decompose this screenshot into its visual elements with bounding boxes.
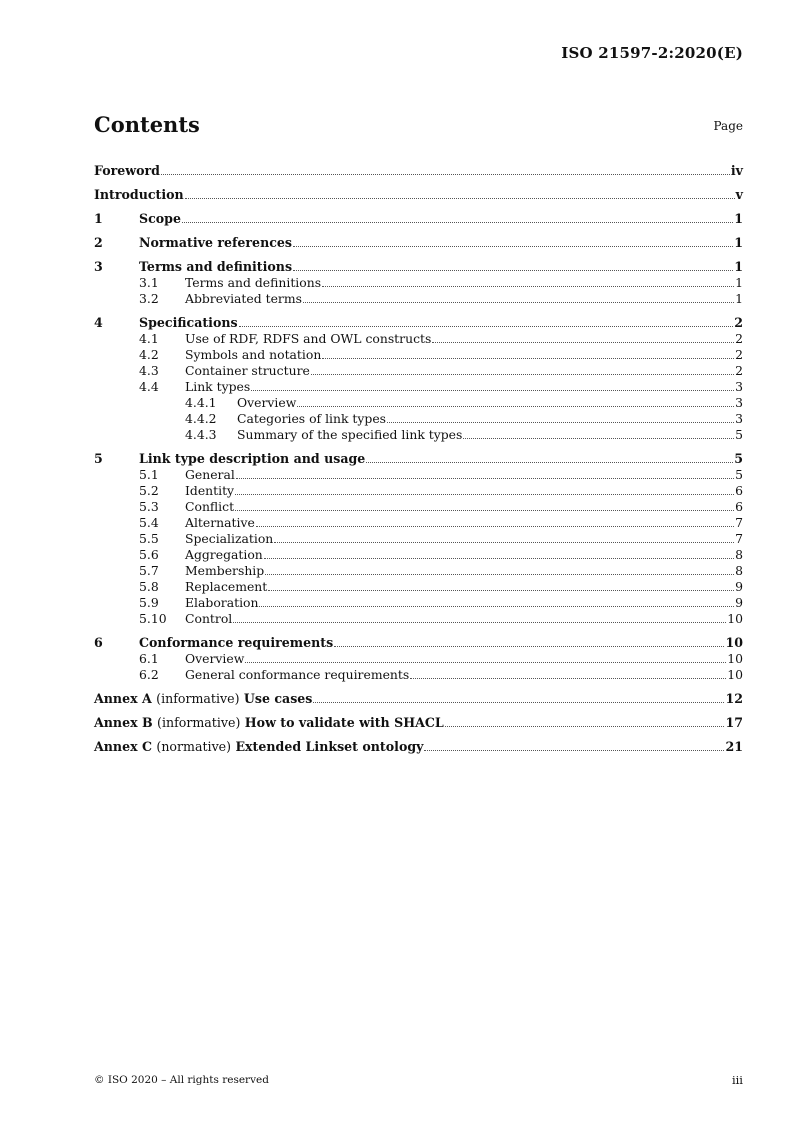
toc-entry-number: 5.4	[139, 515, 159, 530]
annex-label: Annex C	[94, 739, 153, 754]
dot-leader	[313, 702, 724, 703]
toc-entry-page: 1	[734, 211, 743, 226]
toc-entry[interactable]	[94, 515, 743, 531]
toc-entry-page: 9	[735, 595, 743, 610]
toc-entry-title: Foreword	[94, 163, 160, 178]
toc-entry-title: Summary of the specified link types	[237, 427, 463, 442]
toc-entry-title: Abbreviated terms	[185, 291, 302, 306]
toc-entry-title: Scope	[139, 211, 181, 226]
toc-entry-title: Overview	[237, 395, 297, 410]
toc-entry[interactable]	[94, 427, 743, 443]
toc-entry-page: 5	[734, 451, 743, 466]
toc-entry-title	[94, 739, 423, 755]
toc-entry-number: 6	[94, 635, 103, 650]
table-of-contents	[94, 155, 743, 755]
toc-entry-number: 2	[94, 235, 103, 250]
dot-leader	[185, 198, 735, 199]
toc-entry[interactable]	[94, 635, 743, 651]
dot-leader	[256, 526, 734, 527]
toc-entry-number: 5	[94, 451, 103, 466]
toc-entry-page: v	[735, 187, 743, 202]
dot-leader	[182, 222, 733, 223]
toc-entry-number: 4	[94, 315, 103, 330]
annex-status: (informative)	[157, 715, 241, 730]
toc-entry-title: General	[185, 467, 235, 482]
toc-entry-title: Link types	[185, 379, 251, 394]
dot-leader	[235, 494, 734, 495]
toc-entry[interactable]	[94, 531, 743, 547]
toc-entry-title: Overview	[185, 651, 245, 666]
toc-entry-number: 3.1	[139, 275, 159, 290]
toc-entry-title: Specifications	[139, 315, 238, 330]
toc-entry-number: 4.3	[139, 363, 159, 378]
copyright-notice: © ISO 2020 – All rights reserved	[94, 1074, 269, 1086]
toc-entry-number: 4.4.2	[185, 411, 217, 426]
toc-entry[interactable]	[94, 715, 743, 731]
toc-entry-number: 4.4.3	[185, 427, 217, 442]
toc-entry-number: 3.2	[139, 291, 159, 306]
dot-leader	[322, 286, 734, 287]
toc-entry-page: 3	[735, 395, 743, 410]
toc-entry-number: 5.1	[139, 467, 159, 482]
annex-title: How to validate with SHACL	[244, 715, 444, 730]
dot-leader	[424, 750, 724, 751]
toc-entry-page: 2	[735, 347, 743, 362]
toc-entry[interactable]	[94, 379, 743, 395]
toc-entry-page: 7	[735, 515, 743, 530]
toc-entry-title	[94, 715, 444, 731]
dot-leader	[245, 662, 726, 663]
toc-entry[interactable]	[94, 347, 743, 363]
toc-entry[interactable]	[94, 235, 743, 251]
toc-entry-page: 17	[725, 715, 743, 730]
dot-leader	[236, 478, 734, 479]
toc-entry[interactable]	[94, 547, 743, 563]
dot-leader	[161, 174, 730, 175]
toc-entry[interactable]	[94, 611, 743, 627]
toc-entry-page: 8	[735, 547, 743, 562]
toc-entry-title: Aggregation	[185, 547, 263, 562]
toc-entry-title: Link type description and usage	[139, 451, 366, 466]
toc-entry-title: Introduction	[94, 187, 184, 202]
toc-entry-page: 1	[735, 275, 743, 290]
toc-entry[interactable]	[94, 211, 743, 227]
page-column-label: Page	[713, 119, 743, 133]
toc-entry[interactable]	[94, 467, 743, 483]
toc-entry-number: 5.6	[139, 547, 159, 562]
toc-entry-number: 4.4	[139, 379, 159, 394]
annex-label: Annex B	[94, 715, 153, 730]
toc-entry[interactable]	[94, 667, 743, 683]
toc-entry-page: 7	[735, 531, 743, 546]
toc-entry[interactable]	[94, 451, 743, 467]
toc-entry-page: 5	[735, 427, 743, 442]
toc-entry[interactable]	[94, 291, 743, 307]
toc-entry[interactable]	[94, 187, 743, 203]
toc-entry-title: Control	[185, 611, 233, 626]
toc-entry-page: 12	[725, 691, 743, 706]
dot-leader	[235, 510, 734, 511]
toc-entry[interactable]	[94, 395, 743, 411]
toc-entry-title: Container structure	[185, 363, 310, 378]
toc-entry-page: 6	[735, 499, 743, 514]
toc-entry-title: Normative references	[139, 235, 293, 250]
toc-entry-title: Symbols and notation	[185, 347, 322, 362]
toc-entry-number: 3	[94, 259, 103, 274]
toc-entry-number: 4.2	[139, 347, 159, 362]
toc-entry-title: Identity	[185, 483, 235, 498]
dot-leader	[445, 726, 725, 727]
toc-entry-page: 2	[734, 315, 743, 330]
toc-entry-number: 6.2	[139, 667, 159, 682]
toc-entry[interactable]	[94, 259, 743, 275]
toc-entry[interactable]	[94, 691, 743, 707]
toc-entry-title: Specialization	[185, 531, 274, 546]
dot-leader	[410, 678, 726, 679]
toc-entry-page: 5	[735, 467, 743, 482]
dot-leader	[293, 270, 733, 271]
annex-title: Extended Linkset ontology	[235, 739, 424, 754]
toc-entry[interactable]	[94, 499, 743, 515]
toc-entry-number: 5.7	[139, 563, 159, 578]
toc-entry[interactable]	[94, 595, 743, 611]
toc-entry-page: 10	[725, 635, 743, 650]
toc-entry[interactable]	[94, 163, 743, 179]
toc-entry[interactable]	[94, 411, 743, 427]
toc-entry-title: Categories of link types	[237, 411, 387, 426]
toc-entry[interactable]	[94, 363, 743, 379]
toc-entry[interactable]	[94, 563, 743, 579]
dot-leader	[233, 622, 726, 623]
toc-entry-number: 4.4.1	[185, 395, 217, 410]
toc-entry[interactable]	[94, 331, 743, 347]
dot-leader	[322, 358, 734, 359]
toc-entry-title: Terms and definitions	[139, 259, 293, 274]
dot-leader	[259, 606, 734, 607]
dot-leader	[251, 390, 734, 391]
toc-entry-title: Replacement	[185, 579, 268, 594]
toc-entry-title: Conflict	[185, 499, 235, 514]
toc-entry-page: 1	[734, 235, 743, 250]
page-number: iii	[731, 1073, 743, 1087]
toc-entry-title: Terms and definitions	[185, 275, 322, 290]
toc-entry-title: Alternative	[185, 515, 255, 530]
toc-entry-page: 1	[734, 259, 743, 274]
dot-leader	[239, 326, 734, 327]
toc-entry-number: 5.9	[139, 595, 159, 610]
toc-entry-page: 3	[735, 379, 743, 394]
annex-status: (normative)	[156, 739, 232, 754]
toc-entry[interactable]	[94, 739, 743, 755]
toc-entry-page: iv	[730, 163, 743, 178]
toc-entry-title: Membership	[185, 563, 265, 578]
dot-leader	[274, 542, 734, 543]
toc-entry-page: 6	[735, 483, 743, 498]
document-id: ISO 21597-2:2020(E)	[561, 44, 743, 62]
toc-entry-page: 3	[735, 411, 743, 426]
toc-entry[interactable]	[94, 579, 743, 595]
annex-title: Use cases	[243, 691, 313, 706]
toc-entry-page: 10	[727, 611, 743, 626]
dot-leader	[265, 574, 734, 575]
toc-entry-number: 6.1	[139, 651, 159, 666]
toc-entry-number: 5.8	[139, 579, 159, 594]
toc-entry-title	[94, 691, 312, 707]
toc-entry-title: Conformance requirements	[139, 635, 334, 650]
toc-entry-page: 9	[735, 579, 743, 594]
toc-entry[interactable]	[94, 315, 743, 331]
toc-entry-page: 8	[735, 563, 743, 578]
dot-leader	[293, 246, 733, 247]
toc-entry-number: 5.3	[139, 499, 159, 514]
toc-entry-number: 5.10	[139, 611, 167, 626]
toc-entry-number: 4.1	[139, 331, 159, 346]
dot-leader	[303, 302, 734, 303]
toc-entry[interactable]	[94, 483, 743, 499]
annex-status: (informative)	[156, 691, 240, 706]
dot-leader	[334, 646, 724, 647]
toc-entry-page: 21	[725, 739, 743, 754]
dot-leader	[387, 422, 734, 423]
toc-entry-number: 5.5	[139, 531, 159, 546]
toc-entry-page: 2	[735, 331, 743, 346]
toc-entry-number: 5.2	[139, 483, 159, 498]
toc-entry-page: 2	[735, 363, 743, 378]
toc-entry-number: 1	[94, 211, 103, 226]
dot-leader	[268, 590, 734, 591]
dot-leader	[311, 374, 734, 375]
toc-entry-page: 10	[727, 667, 743, 682]
dot-leader	[463, 438, 734, 439]
dot-leader	[297, 406, 734, 407]
dot-leader	[432, 342, 734, 343]
toc-entry-title: Elaboration	[185, 595, 259, 610]
toc-entry-page: 1	[735, 291, 743, 306]
annex-label: Annex A	[94, 691, 152, 706]
dot-leader	[366, 462, 733, 463]
toc-entry[interactable]	[94, 275, 743, 291]
toc-entry-page: 10	[727, 651, 743, 666]
toc-entry-title: Use of RDF, RDFS and OWL constructs	[185, 331, 432, 346]
toc-entry-title: General conformance requirements	[185, 667, 410, 682]
toc-entry[interactable]	[94, 651, 743, 667]
dot-leader	[264, 558, 734, 559]
contents-title: Contents	[94, 112, 200, 137]
